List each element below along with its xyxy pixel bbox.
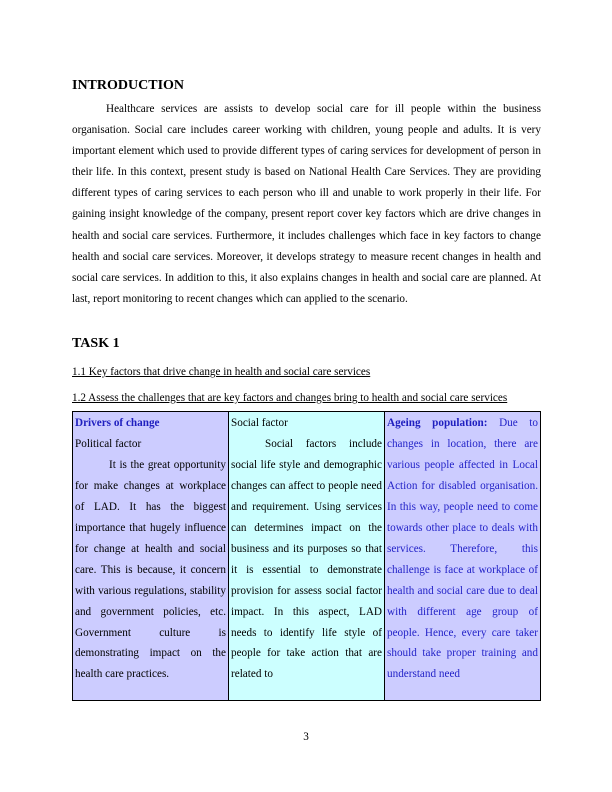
subheading-1-1: 1.1 Key factors that drive change in health and social care services bbox=[72, 366, 371, 378]
political-factor-cell bbox=[73, 412, 229, 701]
ageing-population-title: Ageing population: bbox=[387, 417, 488, 429]
factors-table bbox=[72, 411, 541, 701]
introduction-heading: INTRODUCTION bbox=[72, 78, 185, 93]
social-factor-title: Social factor bbox=[231, 417, 288, 429]
ageing-population-text: Due to changes in location, there are various people affected in Local Action for disabled organisation. In this way, people need to come towards other place to deals with services. Therefore, this challenge is face at workplace of health and social care due to deal with different age group of people. Hence, every care taker should take proper training and understand need bbox=[387, 417, 539, 681]
introduction-paragraph: Healthcare services are assists to develop social care for ill people within the business organisation. Social care includes career working with children, young people and adults. It is very important element which used to provide different types of caring services for development of person in their life. In this context, present study is based on National Health Care Services. They are providing different types of caring services to each person who ill and unable to work properly in their life. For gaining insight knowledge of the company, present report cover key factors which are drive changes in health and social care services. Furthermore, it includes challenges which face in key factors to change health and social care services. Moreover, it develops strategy to measure recent changes in health and social care services. In addition to this, it also explains changes in health and social care are planned. At last, report monitoring to recent changes which can applied to the scenario. bbox=[72, 103, 541, 305]
table-row bbox=[73, 412, 541, 701]
social-factor-text: Social factors include social life style and demographic changes can affect to people need and requirement. Using services can determines impact on the business and its purposes so that it is essential to demonstrate provision for assess social factor impact. In this aspect, LAD needs to identify life style of people for take action that are related to bbox=[231, 437, 382, 681]
social-factor-cell bbox=[229, 412, 385, 701]
task-heading: TASK 1 bbox=[72, 336, 120, 351]
subheading-1-2: 1.2 Assess the challenges that are key factors and changes bring to health and social care services bbox=[72, 392, 508, 404]
political-factor-subtitle: Political factor bbox=[75, 437, 142, 450]
ageing-population-cell bbox=[385, 412, 541, 701]
drivers-of-change-title: Drivers of change bbox=[75, 417, 160, 429]
page-number: 3 bbox=[303, 731, 309, 743]
political-factor-text: It is the great opportunity for make changes at workplace of LAD. It has the biggest importance that hugely influence for change at health and social care. This is because, it concern with various regulations, stability and government policies, etc. Government culture is demonstrating impact on the health care practices. bbox=[75, 458, 226, 681]
